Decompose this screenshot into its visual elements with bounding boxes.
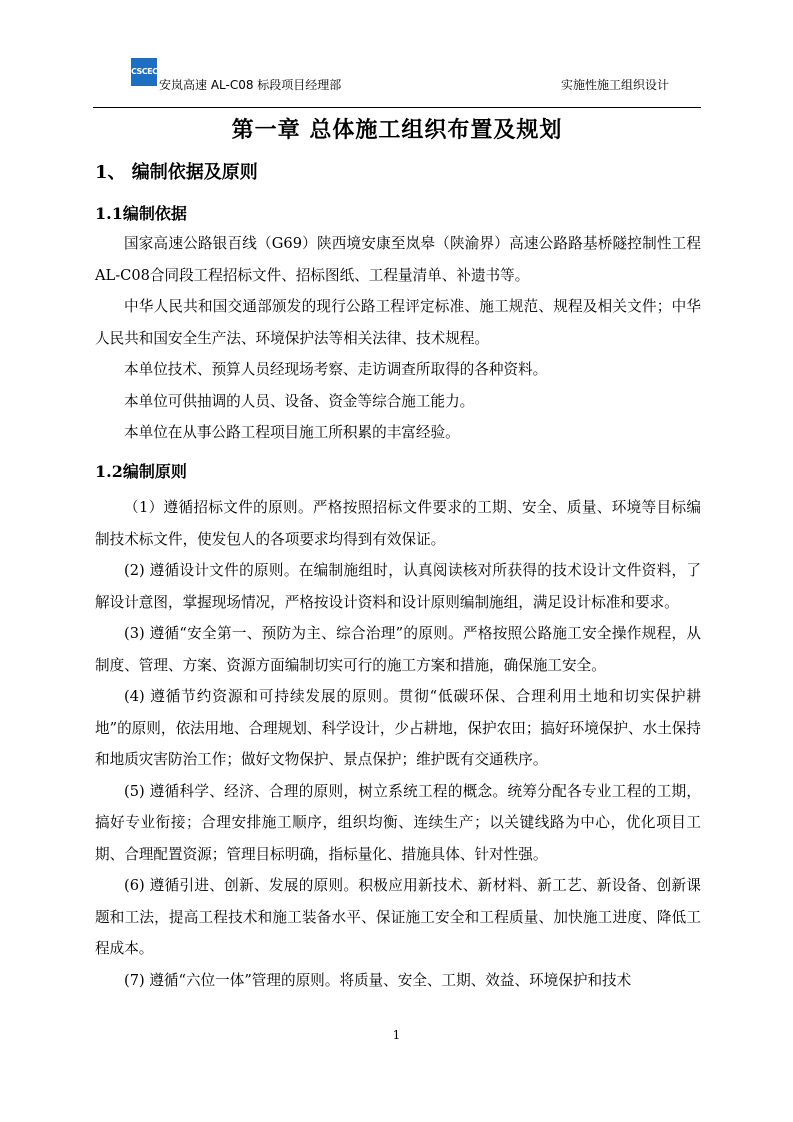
- section-heading-1: 1、 编制依据及原则: [95, 162, 258, 183]
- paragraph: (7) 遵循“六位一体”管理的原则。将质量、安全、工期、效益、环境保护和技术: [124, 971, 632, 989]
- header-project-name: 安岚高速 AL-C08 标段项目经理部: [159, 78, 342, 92]
- company-logo: CSCEC: [131, 58, 157, 86]
- section-1-2-body: [95, 492, 701, 996]
- paragraph: （1）遵循招标文件的原则。严格按照招标文件要求的工期、安全、质量、环境等目标编制技术标文件，使发包人的各项要求均得到有效保证。: [95, 499, 701, 548]
- paragraph: (5) 遵循科学、经济、合理的原则，树立系统工程的概念。统筹分配各专业工程的工期，搞好专业衔接；合理安排施工顺序，组织均衡、连续生产；以关键线路为中心，优化项目工期、合理配置资源；管理目标明确，指标量化、措施具体、针对性强。: [95, 782, 701, 863]
- section-1-1-body: [95, 228, 701, 449]
- paragraph: 国家高速公路银百线（G69）陕西境安康至岚皋（陕渝界）高速公路路基桥隧控制性工程AL-C08合同段工程招标文件、招标图纸、工程量清单、补遗书等。: [95, 235, 701, 284]
- page-header: [93, 55, 701, 108]
- paragraph: 中华人民共和国交通部颁发的现行公路工程评定标准、施工规范、规程及相关文件；中华人民共和国安全生产法、环境保护法等相关法律、技术规程。: [95, 298, 701, 347]
- paragraph: 本单位可供抽调的人员、设备、资金等综合施工能力。: [124, 392, 475, 410]
- paragraph: (2) 遵循设计文件的原则。在编制施组时，认真阅读核对所获得的技术设计文件资料，了解设计意图，掌握现场情况，严格按设计资料和设计原则编制施组，满足设计标准和要求。: [95, 562, 701, 611]
- paragraph: (3) 遵循“安全第一、预防为主、综合治理”的原则。严格按照公路施工安全操作规程，从制度、管理、方案、资源方面编制切实可行的施工方案和措施，确保施工安全。: [95, 625, 701, 674]
- chapter-title: 第一章 总体施工组织布置及规划: [231, 117, 563, 143]
- paragraph: (6) 遵循引进、创新、发展的原则。积极应用新技术、新材料、新工艺、新设备、创新课题和工法，提高工程技术和施工装备水平、保证施工安全和工程质量、加快施工进度、降低工程成本。: [95, 877, 701, 957]
- header-document-name: 实施性施工组织设计: [560, 78, 669, 92]
- section-heading-1-2: 1.2编制原则: [95, 462, 187, 481]
- paragraph: (4) 遵循节约资源和可持续发展的原则。贯彻“低碳环保、合理利用土地和切实保护耕地”的原则，依法用地、合理规划、科学设计，少占耕地，保护农田；搞好环境保护、水土保持和地质灾害防治工作；做好文物保护、景点保护；维护既有交通秩序。: [95, 688, 701, 768]
- paragraph: 本单位在从事公路工程项目施工所积累的丰富经验。: [124, 424, 460, 441]
- section-heading-1-1: 1.1编制依据: [95, 204, 187, 223]
- page-number: 1: [392, 1028, 401, 1042]
- paragraph: 本单位技术、预算人员经现场考察、走访调查所取得的各种资料。: [124, 361, 548, 378]
